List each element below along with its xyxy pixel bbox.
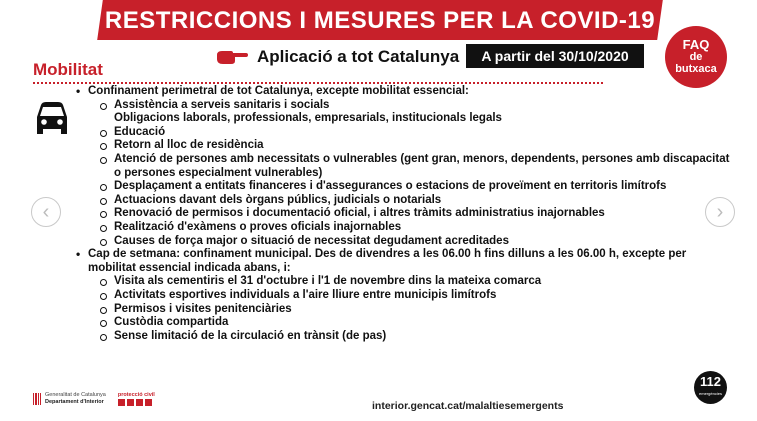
measures-list (72, 85, 732, 343)
list-subitem: Permisos i visites penitenciàries (98, 303, 732, 317)
emergency-number: 112 (700, 373, 721, 389)
list-subitem: Actuacions davant dels òrgans públics, judicials o notarials (98, 194, 732, 208)
footer-logos (33, 392, 155, 406)
proteccio-civil-logo (118, 392, 155, 406)
list-subitem: Visita als cementiris el 31 d'octubre i l'1 de novembre dins la mateixa comarca (98, 275, 732, 289)
emergency-label: emergències (699, 390, 722, 396)
gencat-logo (33, 392, 106, 405)
list-subitem: Assistència a serveis sanitaris i socials (98, 99, 732, 113)
list-subitem: Sense limitació de la circulació en trànsit (de pas) (98, 330, 732, 344)
faq-badge-line1: FAQ (682, 37, 710, 52)
list-subitem: Activitats esportives individuals a l'aire lliure entre municipis limítrofs (98, 289, 732, 303)
gencat-line1: Generalitat de Catalunya (45, 392, 106, 398)
car-icon (34, 101, 70, 141)
list-subitem: Desplaçament a entitats financeres i d'assegurances o estacions de proveïment en territoris limítrofs (98, 180, 732, 194)
list-subitem: Retorn al lloc de residència (98, 139, 732, 153)
list-subitem: Atenció de persones amb necessitats o vulnerables (gent gran, menors, dependents, persones amb discapacitat o persones especialment vulnerables) (98, 153, 732, 180)
list-item-text: Cap de setmana: confinament municipal. Des de divendres a les 06.00 h fins dilluns a les 06.00 h, excepte per mobilitat essencial indicada abans, i: (88, 248, 687, 274)
pointing-hand-icon (215, 48, 249, 66)
gencat-stripes-icon (33, 393, 41, 405)
list-subitem: Custòdia compartida (98, 316, 732, 330)
footer-url[interactable]: interior.gencat.cat/malaltiesemergents (372, 400, 564, 412)
list-subitem: Realització d'exàmens o proves oficials inajornables (98, 221, 732, 235)
proteccio-civil-text: protecció civil (117, 392, 155, 398)
list-subitem: Causes de força major o situació de necessitat degudament acreditades (98, 235, 732, 249)
proteccio-squares-icon (118, 399, 155, 406)
list-item (72, 248, 732, 343)
faq-badge-line2: de (689, 51, 703, 63)
faq-badge-line3: butxaca (675, 63, 717, 75)
date-banner: A partir del 30/10/2020 (466, 44, 644, 68)
section-divider (33, 82, 603, 84)
list-subitem: Renovació de permisos i documentació oficial, i altres tràmits administratius inajornables (98, 207, 732, 221)
next-slide-button[interactable]: › (705, 197, 735, 227)
list-subitem: Educació (98, 126, 732, 140)
emergency-112-badge (694, 371, 727, 404)
section-title: Mobilitat (33, 60, 103, 79)
previous-slide-button[interactable]: ‹ (31, 197, 61, 227)
list-item-text: Confinament perimetral de tot Catalunya, excepte mobilitat essencial: (88, 85, 469, 97)
faq-badge (665, 26, 727, 88)
list-subitem: Obligacions laborals, professionals, empresarials, institucionals legals (114, 112, 502, 125)
scope-line (215, 46, 459, 68)
page-title: RESTRICCIONS I MESURES PER LA COVID-19 (104, 7, 656, 34)
list-item (72, 85, 732, 248)
gencat-line2: Departament d'Interior (45, 398, 104, 405)
scope-text: Aplicació a tot Catalunya (257, 47, 460, 66)
